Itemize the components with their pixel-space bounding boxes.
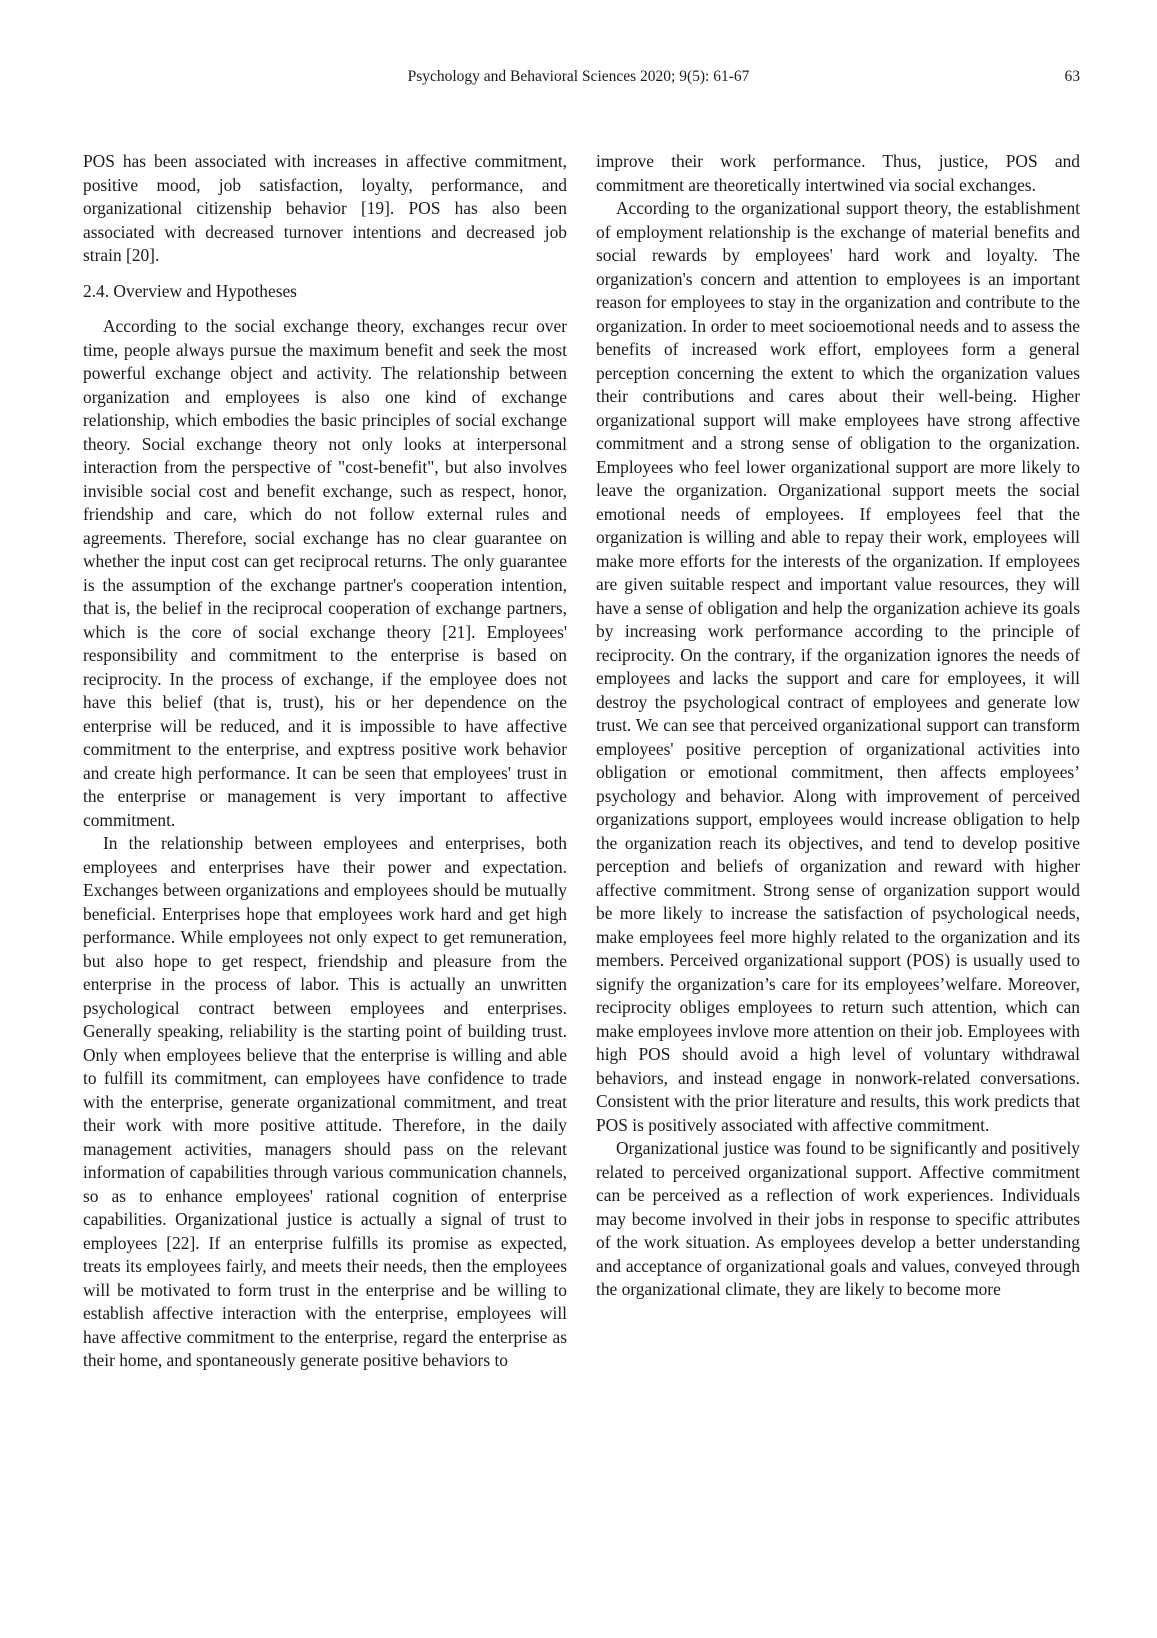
paragraph-pos-associations: POS has been associated with increases in affective commitment, positive mood, job satisfaction, loyalty, performance, and organizational citizenship behavior [19]. POS has also been associated with decreased turnover intentions and decreased job strain [20]. [83,151,567,265]
section-heading: 2.4. Overview and Hypotheses [83,280,297,301]
page-header [0,68,1157,92]
paragraph-continuation: improve their work performance. Thus, justice, POS and commitment are theoretically intertwined via social exchanges. [596,151,1080,195]
paragraph-org-support-theory: According to the organizational support theory, the establishment of employment relationship is the exchange of material benefits and social rewards by employees' hard work and loyalty. The organization's concern and attention to employees is an important reason for employees to stay in the organization and contribute to the organization. In order to meet socioemotional needs and to assess the benefits of increased work effort, employees form a general perception concerning the extent to which the organization values their contributions and cares about their well-being. Higher organizational support will make employees have strong affective commitment and a strong sense of obligation to the organization. Employees who feel lower organizational support are more likely to leave the organization. Organizational support meets the social emotional needs of employees. If employees feel that the organization is willing and able to repay their work, employees will make more efforts for the interests of the organization. If employees are given suitable respect and important value resources, they will have a sense of obligation and help the organization achieve its goals by increasing work performance according to the principle of reciprocity. On the contrary, if the organization ignores the needs of employees and lacks the support and care for employees, it will destroy the psychological contract of employees and generate low trust. We can see that perceived organizational support can transform employees' positive perception of organizational activities into obligation or emotional commitment, then affects employees’ psychology and behavior. Along with improvement of perceived organizations support, employees would increase obligation to help the organization reach its objectives, and tend to develop positive perception and beliefs of organization and reward with higher affective commitment. Strong sense of organization support would be more likely to increase the satisfaction of psychological needs, make employees feel more highly related to the organization and its members. Perceived organizational support (POS) is usually used to signify the organization’s care for its employees’welfare. Moreover, reciprocity obliges employees to return such attention, which can make employees invlove more attention on their job. Employees with high POS should avoid a high level of voluntary withdrawal behaviors, and instead engage in nonwork-related conversations. Consistent with the prior literature and results, this work predicts that POS is positively associated with affective commitment. [596,198,1080,1135]
journal-citation: Psychology and Behavioral Sciences 2020; 9(5): 61-67 [407,68,750,85]
right-column [596,150,1080,1302]
paragraph-social-exchange: According to the social exchange theory, exchanges recur over time, people always pursue the maximum benefit and seek the most powerful exchange object and activity. The relationship between organization and employees is also one kind of exchange relationship, which embodies the basic principles of social exchange theory. Social exchange theory not only looks at interpersonal interaction from the perspective of "cost-benefit", but also involves invisible social cost and benefit exchange, such as respect, honor, friendship and care, which do not follow external rules and agreements. Therefore, social exchange has no clear guarantee on whether the input cost can get reciprocal returns. The only guarantee is the assumption of the exchange partner's cooperation intention, that is, the belief in the reciprocal cooperation of exchange partners, which is the core of social exchange theory [21]. Employees' responsibility and commitment to the enterprise is based on reciprocity. In the process of exchange, if the employee does not have this belief (that is, trust), his or her dependence on the enterprise will be reduced, and it is impossible to have affective commitment to the enterprise, and exptress positive work behavior and create high performance. It can be seen that employees' trust in the enterprise or management is very important to affective commitment. [83,316,567,830]
page-number: 63 [1064,68,1080,85]
left-column [83,150,567,1373]
paragraph-employee-enterprise: In the relationship between employees and enterprises, both employees and enterprises have their power and expectation. Exchanges between organizations and employees should be mutually beneficial. Enterprises hope that employees work hard and get high performance. While employees not only expect to get remuneration, but also hope to get respect, friendship and pleasure from the enterprise in the process of labor. This is actually an unwritten psychological contract between employees and enterprises. Generally speaking, reliability is the starting point of building trust. Only when employees believe that the enterprise is willing and able to fulfill its commitment, can employees have confidence to trade with the enterprise, generate organizational commitment, and treat their work with more positive attitude. Therefore, in the daily management activities, managers should pass on the relevant information of capabilities through various communication channels, so as to enhance employees' rational cognition of enterprise capabilities. Organizational justice is actually a signal of trust to employees [22]. If an enterprise fulfills its promise as expected, treats its employees fairly, and meets their needs, then the employees will be motivated to form trust in the enterprise and be willing to establish affective interaction with the enterprise, employees will have affective commitment to the enterprise, regard the enterprise as their home, and spontaneously generate positive behaviors to [83,833,567,1370]
paragraph-org-justice: Organizational justice was found to be significantly and positively related to perceived organizational support. Affective commitment can be perceived as a reflection of work experiences. Individuals may become involved in their jobs in response to specific attributes of the work situation. As employees develop a better understanding and acceptance of organizational goals and values, conveyed through the organizational climate, they are likely to become more [596,1138,1080,1299]
